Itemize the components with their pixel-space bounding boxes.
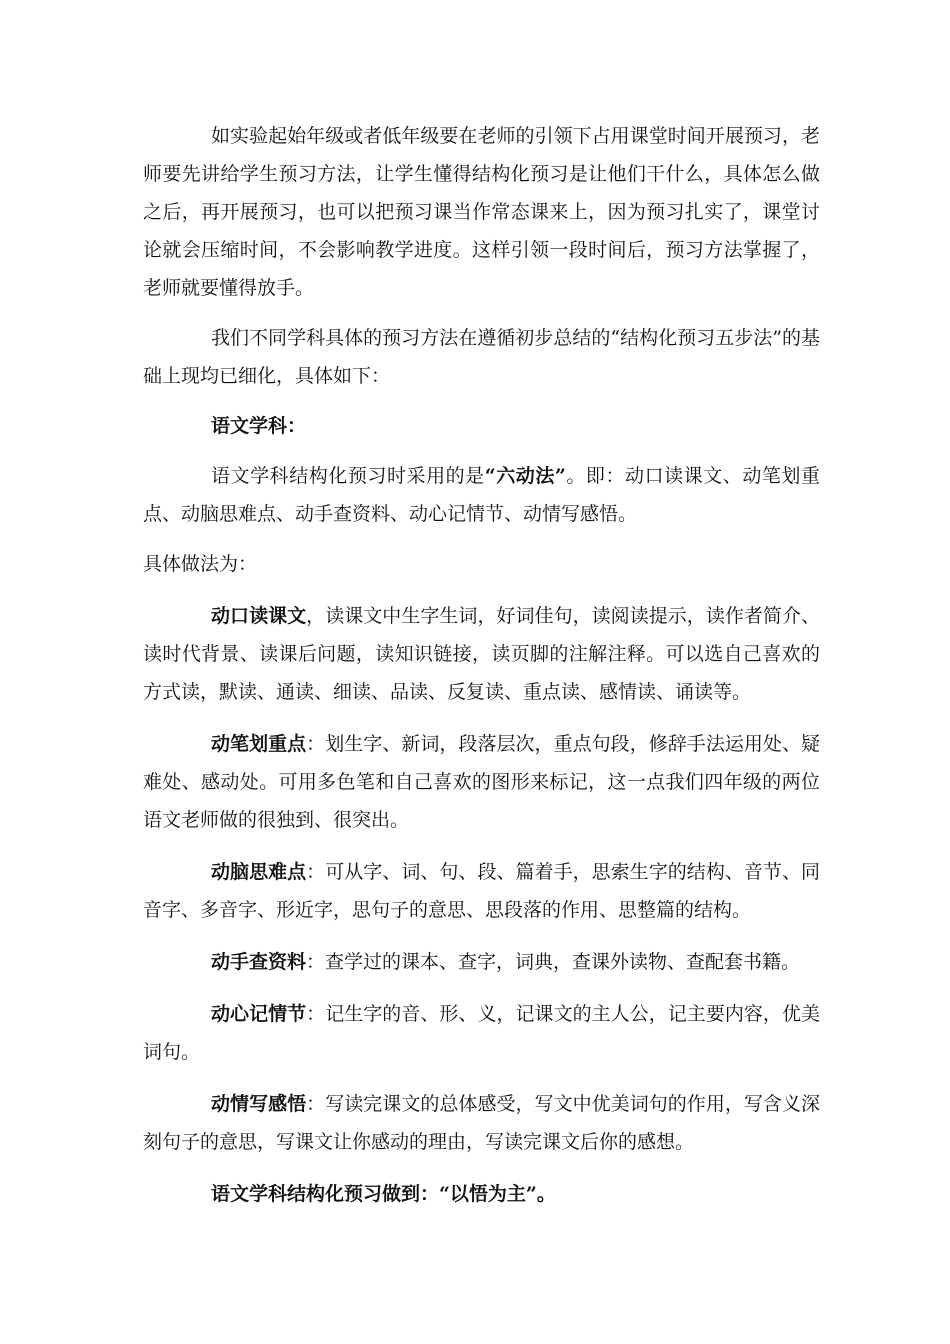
- six-methods-term: “六动法”: [484, 465, 566, 487]
- item-think-difficulties-label: 动脑思难点: [211, 861, 307, 883]
- item-read-aloud: [143, 597, 820, 711]
- item-look-up-materials: [143, 943, 820, 981]
- paragraph-six-methods: [143, 457, 820, 533]
- item-read-aloud-text: ，读课文中生字生词，好词佳句，读阅读提示，读作者简介、读时代背景、读课后问题，读知识链接，读页脚的注解注释。可以选自己喜欢的方式读，默读、通读、细读、品读、反复读、重点读、感情读、诵读等。: [143, 605, 820, 703]
- item-remember-plot-label: 动心记情节: [211, 1003, 307, 1025]
- heading-chinese-subject: [143, 407, 820, 445]
- item-remember-plot: [143, 995, 820, 1071]
- item-read-aloud-label: 动口读课文: [211, 605, 307, 627]
- six-methods-prefix: 语文学科结构化预习时采用的是: [211, 465, 485, 487]
- item-write-reflections-text: ：写读完课文的总体感受，写文中优美词句的作用，写含义深刻句子的意思，写课文让你感动的理由，写读完课文后你的感想。: [143, 1093, 820, 1153]
- paragraph-methods: 我们不同学科具体的预习方法在遵循初步总结的“结构化预习五步法”的基础上现均已细化，具体如下：: [143, 327, 820, 387]
- item-mark-key-points-text: ：划生字、新词，段落层次，重点句段，修辞手法运用处、疑难处、感动处。可用多色笔和自己喜欢的图形来标记，这一点我们四年级的两位语文老师做的很独到、很突出。: [143, 733, 820, 831]
- item-write-reflections: [143, 1085, 820, 1161]
- heading-chinese-text: 语文学科：: [211, 415, 307, 437]
- closing-statement-text: 语文学科结构化预习做到：“以悟为主”。: [211, 1183, 556, 1205]
- item-think-difficulties-text: ：可从字、词、句、段、篇着手，思索生字的结构、音节、同音字、多音字、形近字，思句子的意思、思段落的作用、思整篇的结构。: [143, 861, 820, 921]
- item-look-up-materials-label: 动手查资料: [211, 951, 307, 973]
- closing-statement: [143, 1175, 820, 1213]
- item-mark-key-points-label: 动笔划重点: [211, 733, 307, 755]
- item-remember-plot-text: ：记生字的音、形、义，记课文的主人公，记主要内容，优美词句。: [143, 1003, 820, 1063]
- paragraph-intro: 如实验起始年级或者低年级要在老师的引领下占用课堂时间开展预习，老师要先讲给学生预习方法，让学生懂得结构化预习是让他们干什么，具体怎么做之后，再开展预习，也可以把预习课当作常态课来上，因为预习扎实了，课堂讨论就会压缩时间，不会影响教学进度。这样引领一段时间后，预习方法掌握了，老师就要懂得放手。: [143, 125, 820, 299]
- item-write-reflections-label: 动情写感悟: [211, 1093, 307, 1115]
- six-methods-suffix: 。即：动口读课文、动笔划重点、动脑思难点、动手查资料、动心记情节、动情写感悟。: [143, 465, 820, 525]
- item-think-difficulties: [143, 853, 820, 929]
- item-look-up-materials-text: ：查学过的课本、查字，词典，查课外读物、查配套书籍。: [306, 951, 801, 973]
- item-mark-key-points: [143, 725, 820, 839]
- paragraph-specific-practice: 具体做法为：: [143, 553, 258, 575]
